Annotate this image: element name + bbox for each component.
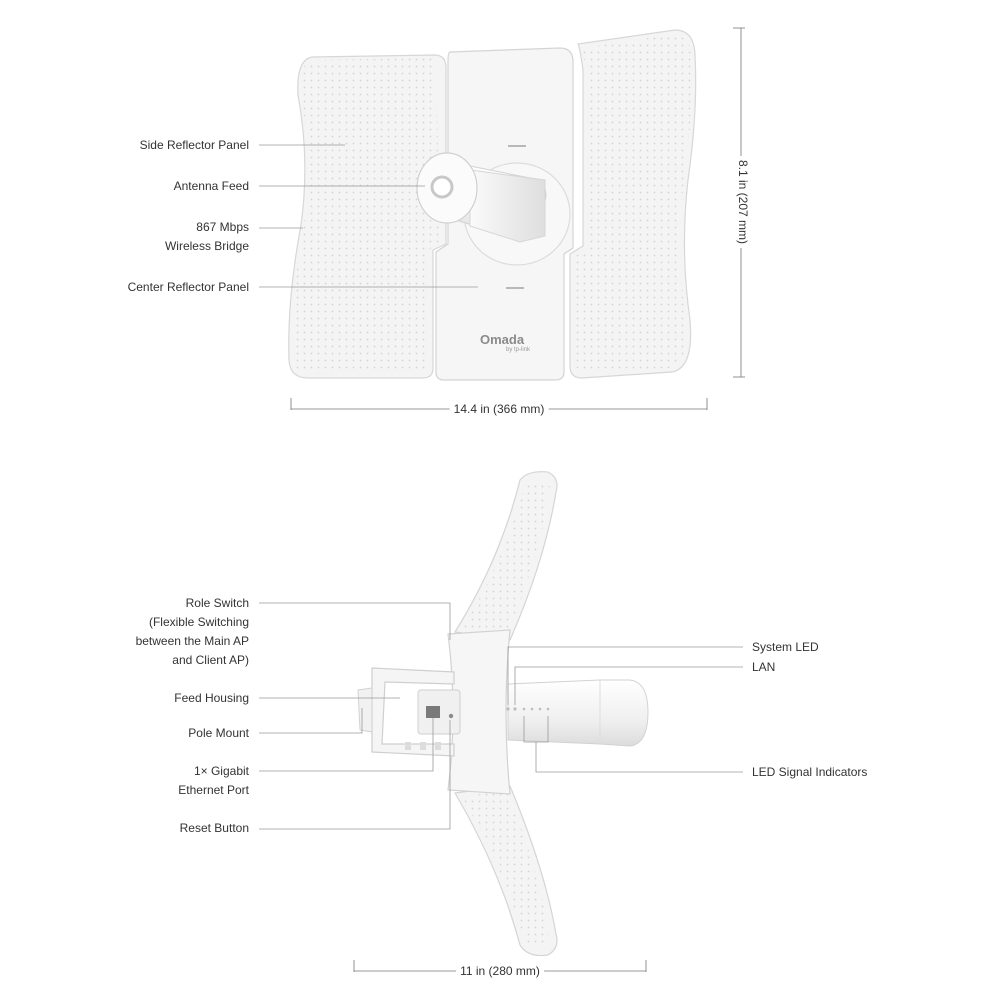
label-role-switch-detail-3: and Client AP)	[172, 653, 249, 667]
label-antenna-feed: Antenna Feed	[173, 179, 249, 193]
label-lan: LAN	[752, 660, 776, 674]
label-led-signal-indicators: LED Signal Indicators	[752, 765, 868, 779]
label-bridge-type: Wireless Bridge	[164, 239, 249, 253]
brand-logo: Omada	[480, 332, 525, 347]
label-feed-housing: Feed Housing	[174, 691, 249, 705]
label-role-switch-detail-2: between the Main AP	[135, 634, 249, 648]
label-role-switch: Role Switch	[185, 596, 249, 610]
label-bridge-speed: 867 Mbps	[196, 220, 249, 234]
label-side-reflector-panel: Side Reflector Panel	[139, 138, 249, 152]
reset-button	[449, 714, 453, 718]
feed-housing	[508, 680, 648, 746]
label-center-reflector-panel: Center Reflector Panel	[127, 280, 249, 294]
front-height-dimension: 8.1 in (207 mm)	[736, 156, 750, 248]
label-gigabit-port: 1× Gigabit	[193, 764, 249, 778]
front-width-dimension: 14.4 in (366 mm)	[450, 402, 549, 416]
ethernet-port	[426, 706, 440, 718]
label-reset-button: Reset Button	[179, 821, 249, 835]
label-pole-mount: Pole Mount	[188, 726, 249, 740]
front-view	[289, 30, 696, 380]
label-ethernet-port: Ethernet Port	[178, 783, 249, 797]
side-view	[358, 472, 648, 956]
brand-logo-sub: by tp-link	[506, 347, 531, 353]
side-width-dimension: 11 in (280 mm)	[456, 964, 544, 978]
label-role-switch-detail-1: (Flexible Switching	[148, 615, 249, 629]
label-system-led: System LED	[752, 640, 819, 654]
